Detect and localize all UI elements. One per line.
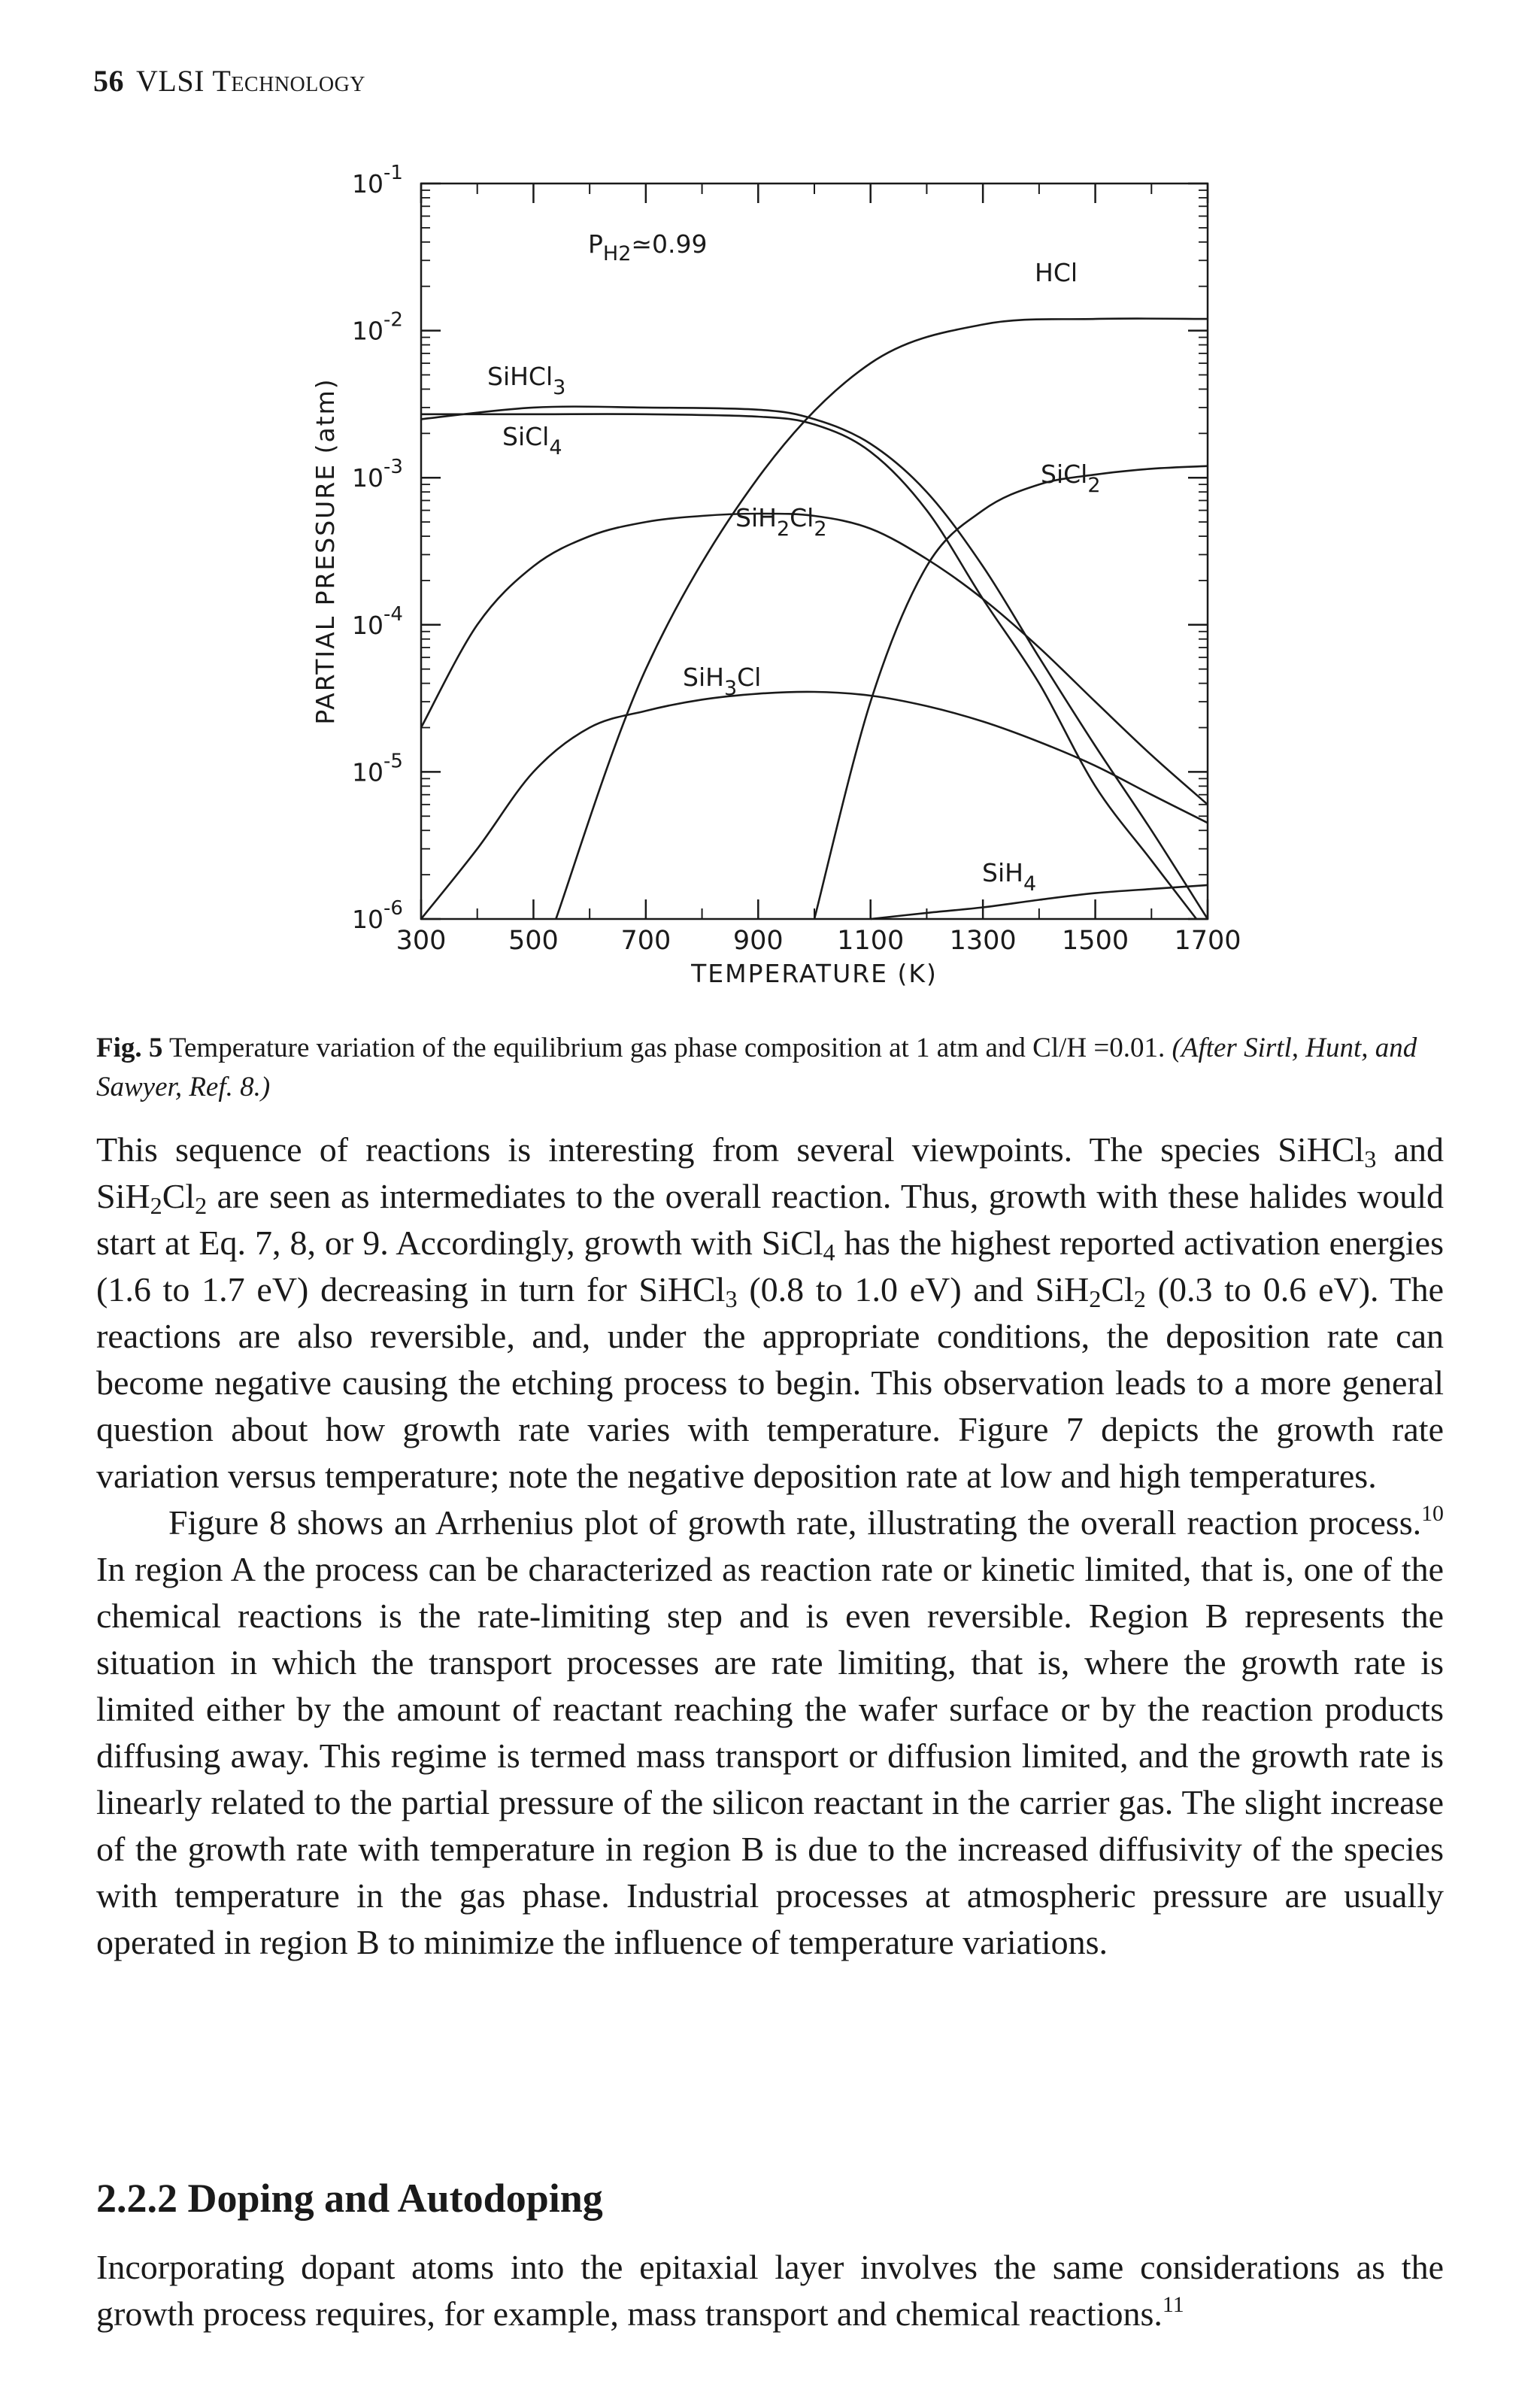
y-tick-label: $10^{-5}$ (352, 750, 403, 787)
header-title-vlsi: VLSI (136, 64, 205, 98)
page-number: 56 (93, 64, 124, 98)
plot-frame (421, 183, 1208, 919)
y-tick-label: $10^{-4}$ (352, 602, 403, 640)
chart-axes (421, 183, 1208, 919)
x-tick-label: 700 (620, 926, 671, 956)
subscript: 3 (1364, 1145, 1377, 1173)
series-line-sicl4 (421, 414, 1196, 919)
series-label-sih2cl2: $SiH_2Cl_2$ (735, 503, 827, 541)
pressure-annotation: $P_{H2}≃0.99$ (588, 229, 708, 265)
series-line-sih2cl2 (421, 514, 1208, 805)
subscript: 2 (195, 1192, 208, 1220)
body-text-upper (96, 1127, 1444, 1966)
subscript: 2 (1089, 1285, 1102, 1313)
x-tick-label: 900 (732, 926, 784, 956)
caption-credit: (After Sirtl, Hunt, and Sawyer, Ref. 8.) (96, 1033, 1417, 1102)
paragraph-2: Figure 8 shows an Arrhenius plot of growth rate, illustrating the overall reaction process.$^{10}$ In region A the process can be characterized as reaction rate or kinetic limited, that is, one of the chemical reactions is the rate-limiting step and is even reversible. Region B represents the situation in which the transport processes are rate limiting, that is, where the growth rate is limited either by the amount of reactant reaching the wafer surface or by the reaction products diffusing away. This regime is termed mass transport or diffusion limited, and the growth rate is linearly related to the partial pressure of the silicon reactant in the carrier gas. The slight increase of the growth rate with temperature in region B is due to the increased diffusivity of the species with temperature in the gas phase. Industrial processes at atmospheric pressure are usually operated in region B to minimize the influence of temperature variations. (96, 1501, 1444, 1961)
figure-caption (96, 1029, 1450, 1107)
chart-series (421, 319, 1208, 919)
subscript: 4 (823, 1239, 835, 1266)
header-title-rest: Technology (212, 64, 366, 98)
paragraph-1: This sequence of reactions is interesting from several viewpoints. The species SiHCl$_3$ and $SiH_2Cl_2$ are seen as intermediates to the overall reaction. Thus, growth with these halides would start at Eq. 7, 8, or 9. Accordingly, growth with SiCl$_4$ has the highest reported activation energies (1.6 to 1.7 eV) decreasing in turn for SiHCl$_3$ (0.8 to 1.0 eV) and $SiH_2Cl_2$ (0.3 to 0.6 eV). The reactions are also reversible, and, under the appropriate conditions, the deposition rate can become negative causing the etching process to begin. This observation leads to a more general question about how growth rate varies with temperature. Figure 7 depicts the growth rate variation versus temperature; note the negative deposition rate at low and high temperatures. (96, 1130, 1445, 1495)
x-tick-label: 1100 (837, 926, 905, 956)
series-label-sicl2: SiCl$_2$ (1041, 459, 1101, 497)
caption-text: Temperature variation of the equilibrium gas phase composition at 1 atm and Cl/H =0.01. (168, 1033, 1166, 1063)
series-label-hcl: HCl (1035, 258, 1078, 287)
x-tick-label: 300 (396, 926, 447, 956)
series-label-sicl4: SiCl$_4$ (502, 422, 562, 459)
series-label-sih3cl: SiH$_3$Cl (683, 663, 762, 700)
series-line-sicl2 (814, 466, 1208, 919)
y-tick-label: $10^{-6}$ (352, 897, 403, 934)
caption-label: Fig. 5 (96, 1033, 163, 1063)
subscript: 2 (150, 1192, 162, 1220)
x-tick-label: 1300 (949, 926, 1017, 956)
series-line-sih3cl (421, 692, 1208, 919)
x-axis-label: TEMPERATURE (K) (691, 959, 938, 988)
x-tick-label: 1700 (1174, 926, 1241, 956)
figure-5-chart (0, 0, 1540, 1008)
x-tick-label: 1500 (1062, 926, 1129, 956)
subscript: 3 (725, 1285, 738, 1313)
y-axis-label: PARTIAL PRESSURE (atm) (311, 378, 340, 725)
section-heading: 2.2.2 Doping and Autodoping (96, 2176, 603, 2221)
series-label-sih4: SiH$_4$ (982, 858, 1037, 896)
paragraph-3: Incorporating dopant atoms into the epitaxial layer involves the same considerations as the growth process requires, for example, mass transport and chemical reactions.$^{11}$ (96, 2248, 1444, 2333)
y-tick-label: $10^{-3}$ (352, 456, 403, 493)
superscript: 11 (1162, 2292, 1184, 2318)
chart-labels (311, 162, 1241, 988)
series-label-sihcl3: SiHCl$_3$ (487, 362, 566, 399)
x-tick-label: 500 (508, 926, 559, 956)
y-tick-label: $10^{-2}$ (352, 308, 403, 346)
subscript: 2 (1133, 1285, 1146, 1313)
series-line-hcl (556, 319, 1208, 919)
body-text-lower (96, 2244, 1444, 2337)
superscript: 10 (1421, 1501, 1444, 1527)
y-tick-label: $10^{-1}$ (352, 162, 403, 199)
